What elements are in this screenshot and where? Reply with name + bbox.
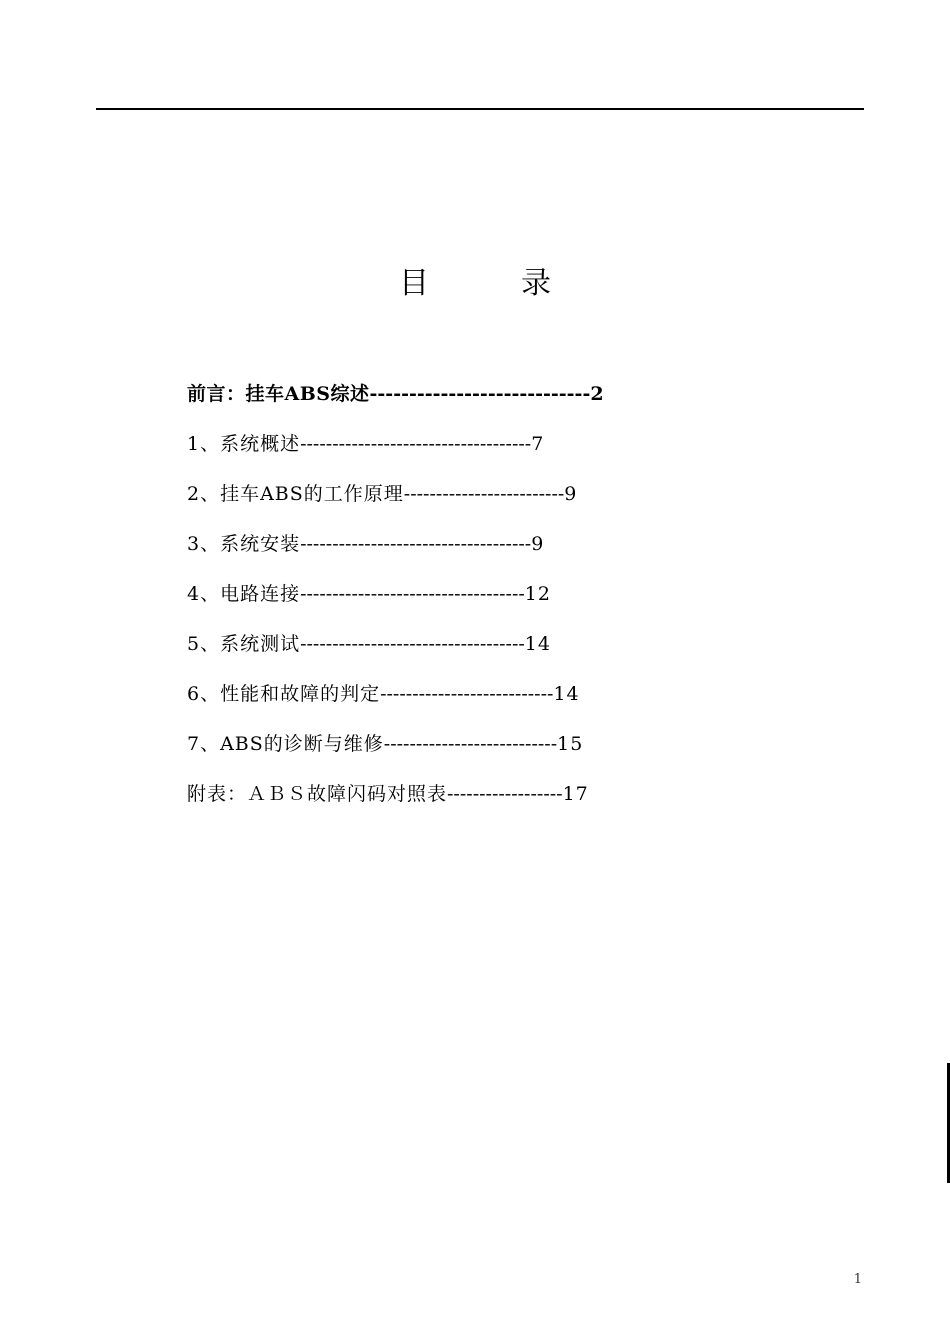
page-title: [0, 262, 950, 306]
page-number: 1: [853, 1272, 862, 1287]
toc-entry-leader: ------------------------------------: [300, 533, 532, 555]
toc-entry-appendix[interactable]: [187, 780, 604, 830]
toc-entry-7[interactable]: [187, 730, 604, 780]
header-rule: [96, 108, 864, 110]
toc-entry-2[interactable]: [187, 480, 604, 530]
toc-entry-leader: ------------------------------------: [300, 433, 532, 455]
toc-entry-page: 2: [590, 383, 605, 405]
toc-entry-5[interactable]: [187, 630, 604, 680]
toc-entry-preface[interactable]: [187, 380, 604, 430]
toc-entry-leader: -------------------------: [403, 483, 565, 505]
table-of-contents: [187, 380, 604, 830]
toc-entry-label: 2、挂车ABS的工作原理: [187, 483, 404, 505]
toc-entry-page: 14: [524, 633, 551, 655]
toc-entry-label: 5、系统测试: [187, 633, 301, 655]
toc-entry-6[interactable]: [187, 680, 604, 730]
toc-entry-leader: ---------------------------: [383, 733, 558, 755]
toc-entry-label: 1、系统概述: [187, 433, 301, 455]
toc-entry-label: 3、系统安装: [187, 533, 301, 555]
toc-entry-label: 前言：挂车ABS综述: [187, 383, 370, 405]
toc-entry-page: 9: [564, 483, 578, 505]
toc-entry-leader: ---------------------------: [380, 683, 554, 705]
toc-entry-page: 17: [562, 783, 589, 805]
toc-entry-leader: ------------------: [447, 783, 563, 805]
toc-entry-leader: -----------------------------------: [300, 633, 525, 655]
toc-entry-label: 附表：ＡＢＳ故障闪码对照表: [187, 783, 448, 805]
title-char-1: 目: [399, 266, 429, 301]
toc-entry-page: 15: [557, 733, 584, 755]
title-char-2: 录: [521, 266, 551, 301]
toc-entry-page: 7: [531, 433, 545, 455]
toc-entry-label: 6、性能和故障的判定: [187, 683, 381, 705]
toc-entry-page: 9: [531, 533, 545, 555]
toc-entry-label: 7、ABS的诊断与维修: [187, 733, 384, 755]
toc-entry-label: 4、电路连接: [187, 583, 301, 605]
toc-entry-1[interactable]: [187, 430, 604, 480]
toc-entry-4[interactable]: [187, 580, 604, 630]
toc-entry-page: 12: [524, 583, 551, 605]
toc-entry-leader: ----------------------------: [369, 383, 591, 405]
toc-entry-3[interactable]: [187, 530, 604, 580]
toc-entry-page: 14: [553, 683, 580, 705]
toc-entry-leader: -----------------------------------: [300, 583, 525, 605]
